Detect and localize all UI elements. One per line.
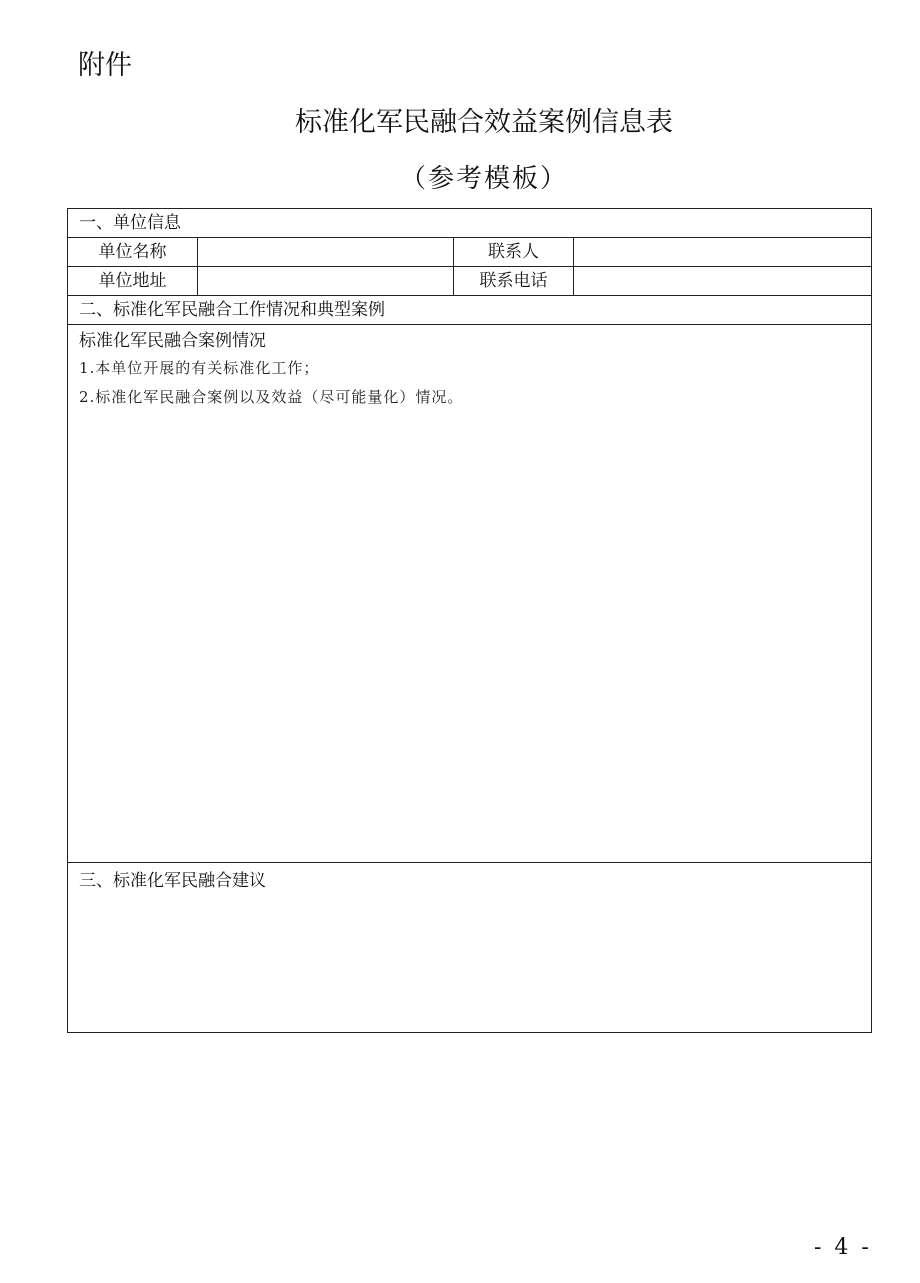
case-description-area[interactable] bbox=[68, 325, 871, 863]
contact-person-value[interactable] bbox=[574, 238, 871, 266]
case-item-2: 2.标准化军民融合案例以及效益（尽可能量化）情况。 bbox=[79, 388, 464, 406]
unit-name-field[interactable] bbox=[198, 238, 454, 266]
contact-phone-label: 联系电话 bbox=[454, 267, 574, 295]
section-unit-info-header: 一、单位信息 bbox=[68, 209, 871, 238]
unit-address-value[interactable] bbox=[198, 267, 453, 295]
case-info-form bbox=[67, 208, 872, 1033]
contact-phone-field[interactable] bbox=[574, 267, 871, 295]
unit-name-row bbox=[68, 238, 871, 267]
unit-address-row bbox=[68, 267, 871, 296]
case-sub-heading: 标准化军民融合案例情况 bbox=[79, 331, 266, 351]
contact-person-field[interactable] bbox=[574, 238, 871, 266]
contact-person-label: 联系人 bbox=[454, 238, 574, 266]
unit-address-label: 单位地址 bbox=[68, 267, 198, 295]
page-number: - 4 - bbox=[814, 1235, 872, 1260]
section-suggestions-header: 三、标准化军民融合建议 bbox=[79, 871, 266, 891]
attachment-label: 附件 bbox=[78, 50, 132, 81]
contact-phone-value[interactable] bbox=[574, 267, 871, 295]
unit-name-label: 单位名称 bbox=[68, 238, 198, 266]
document-title: 标准化军民融合效益案例信息表 bbox=[295, 107, 673, 138]
section-work-cases-header: 二、标准化军民融合工作情况和典型案例 bbox=[68, 296, 871, 325]
unit-address-field[interactable] bbox=[198, 267, 454, 295]
suggestions-area[interactable] bbox=[68, 863, 871, 1032]
unit-name-value[interactable] bbox=[198, 238, 453, 266]
document-subtitle: （参考模板） bbox=[399, 164, 568, 194]
case-item-1: 1.本单位开展的有关标准化工作； bbox=[79, 359, 320, 377]
